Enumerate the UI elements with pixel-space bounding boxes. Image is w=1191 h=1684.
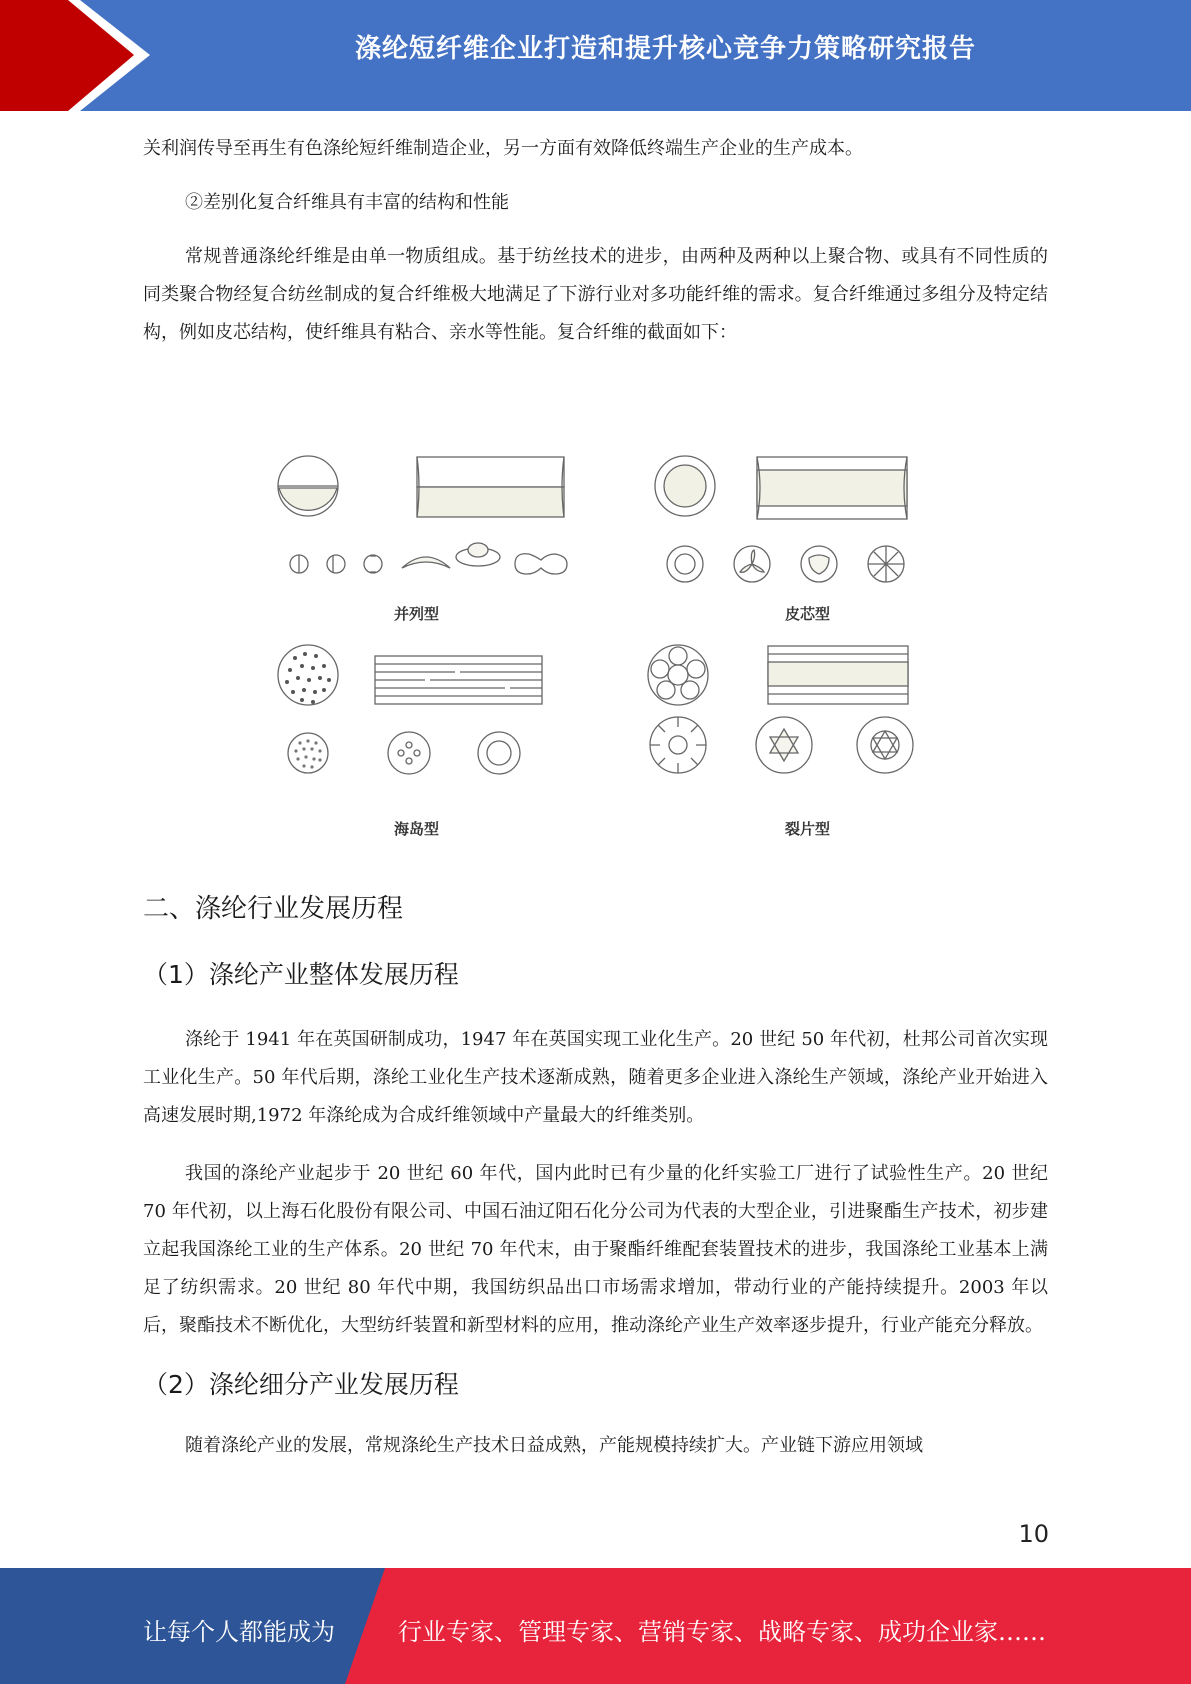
subsection-heading-overall: （1）涤纶产业整体发展历程 bbox=[143, 960, 459, 989]
header-arrow bbox=[0, 0, 134, 111]
section-development-history bbox=[143, 888, 1048, 1465]
side-by-side-group bbox=[278, 456, 567, 574]
islands-in-sea-group bbox=[278, 645, 542, 774]
section-heading: 二、涤纶行业发展历程 bbox=[143, 894, 404, 924]
fiber-cross-section-diagram bbox=[260, 440, 940, 860]
label-segmented-pie: 裂片型 bbox=[785, 820, 831, 838]
label-sheath-core: 皮芯型 bbox=[785, 605, 831, 623]
segmented-pie-group bbox=[648, 645, 913, 773]
page-number: 10 bbox=[1018, 1520, 1049, 1548]
label-islands-in-sea: 海岛型 bbox=[394, 820, 440, 838]
cross-section-drawings bbox=[260, 440, 940, 860]
paragraph-global-history: 涤纶于 1941 年在英国研制成功，1947 年在英国实现工业化生产。20 世纪 50 年代初，杜邦公司首次实现工业化生产。50 年代后期，涤纶工业化生产技术逐渐成熟，随着更多企业进入涤纶生产领域，涤纶产业开始进入高速发展时期,1972 年涤纶成为合成纤维领域中产量最大的纤维类别。 bbox=[143, 1029, 1048, 1126]
sheath-core-group bbox=[655, 456, 907, 582]
footer-slogan-left: 让每个人都能成为 bbox=[143, 1618, 335, 1646]
footer-banner bbox=[0, 1568, 1191, 1684]
paragraph-continuation: 关利润传导至再生有色涤纶短纤维制造企业，另一方面有效降低终端生产企业的生产成本。 bbox=[143, 138, 863, 159]
paragraph-composite-fiber: 常规普通涤纶纤维是由单一物质组成。基于纺丝技术的进步，由两种及两种以上聚合物、或具有不同性质的同类聚合物经复合纺丝制成的复合纤维极大地满足了下游行业对多功能纤维的需求。复合纤维通过多组分及特定结构，例如皮芯结构，使纤维具有粘合、亲水等性能。复合纤维的截面如下： bbox=[143, 246, 1048, 343]
subsection-heading-segment: （2）涤纶细分产业发展历程 bbox=[143, 1370, 459, 1399]
footer-slogan-right: 行业专家、管理专家、营销专家、战略专家、成功企业家…… bbox=[398, 1618, 1046, 1646]
paragraph-subheading: ②差别化复合纤维具有丰富的结构和性能 bbox=[185, 192, 509, 213]
page-content bbox=[143, 130, 1048, 352]
paragraph-china-history: 我国的涤纶产业起步于 20 世纪 60 年代，国内此时已有少量的化纤实验工厂进行了试验性生产。20 世纪 70 年代初，以上海石化股份有限公司、中国石油辽阳石化分公司为代表的大型企业，引进聚酯生产技术，初步建立起我国涤纶工业的生产体系。20 世纪 70 年代末，由于聚酯纤维配套装置技术的进步，我国涤纶工业基本上满足了纺织需求。20 世纪 80 年代中期，我国纺织品出口市场需求增加，带动行业的产能持续提升。2003 年以后，聚酯技术不断优化，大型纺纤装置和新型材料的应用，推动涤纶产业生产效率逐步提升，行业产能充分释放。 bbox=[143, 1163, 1048, 1336]
header-banner bbox=[0, 0, 1191, 111]
paragraph-segment-history: 随着涤纶产业的发展，常规涤纶生产技术日益成熟，产能规模持续扩大。产业链下游应用领域 bbox=[185, 1435, 923, 1456]
label-side-by-side: 并列型 bbox=[394, 605, 440, 623]
document-title: 涤纶短纤维企业打造和提升核心竞争力策略研究报告 bbox=[354, 34, 976, 64]
